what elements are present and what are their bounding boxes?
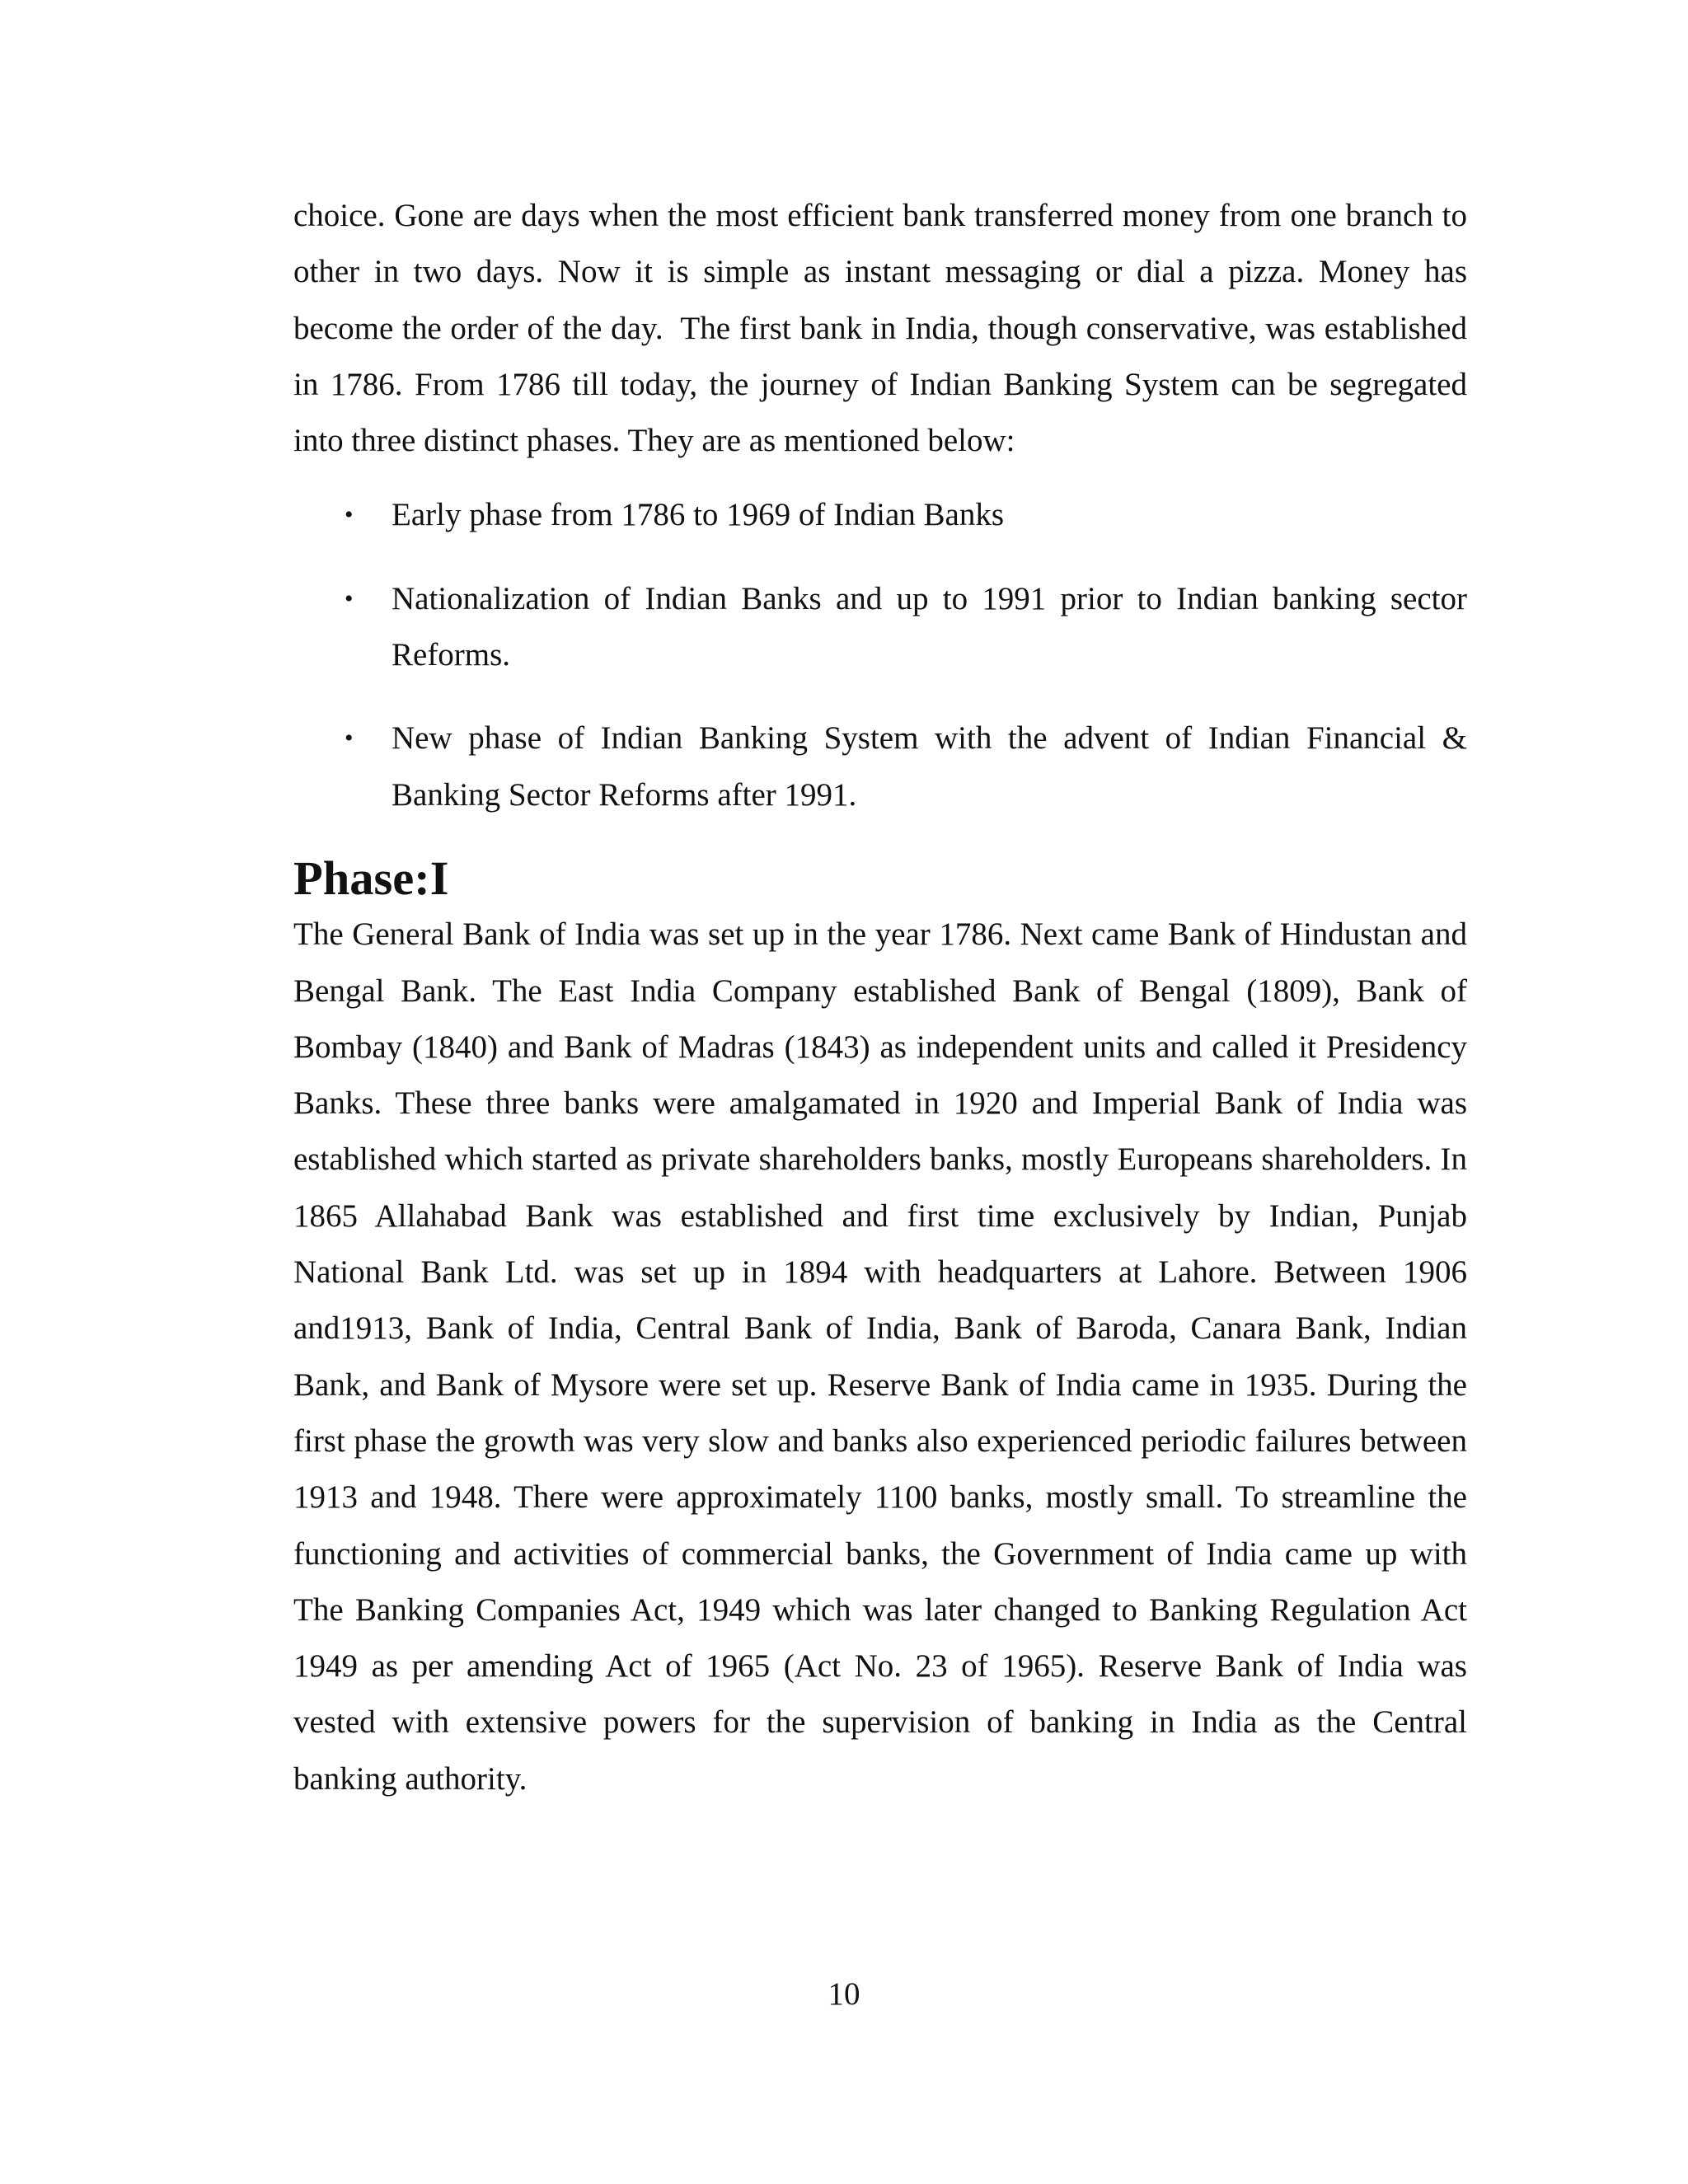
phase-paragraph: The General Bank of India was set up in the year 1786. Next came Bank of Hindustan and Bengal Bank. The East India Company established Bank of Bengal (1809), Bank of Bombay (1840) and Bank of Madras (1843) as independent units and called it Presidency Banks. These three banks were amalgamated in 1920 and Imperial Bank of India was established which started as private shareholders banks, mostly Europeans shareholders. In 1865 Allahabad Bank was established and first time exclusively by Indian, Punjab National Bank Ltd. was set up in 1894 with headquarters at Lahore. Between 1906 and1913, Bank of India, Central Bank of India, Bank of Baroda, Canara Bank, Indian Bank, and Bank of Mysore were set up. Reserve Bank of India came in 1935. During the first phase the growth was very slow and banks also experienced periodic failures between 1913 and 1948. There were approximately 1100 banks, mostly small. To streamline the functioning and activities of commercial banks, the Government of India came up with The Banking Companies Act, 1949 which was later changed to Banking Regulation Act 1949 as per amending Act of 1965 (Act No. 23 of 1965). Reserve Bank of India was vested with extensive powers for the supervision of banking in India as the Central banking authority.: [293, 916, 1467, 1797]
list-item-text: Early phase from 1786 to 1969 of Indian Banks: [392, 497, 1005, 533]
page-number: 10: [828, 1976, 860, 2012]
section-heading: Phase:I: [293, 851, 449, 905]
list-item: [293, 571, 1467, 684]
list-item-text: Nationalization of Indian Banks and up to 1991 prior to Indian banking sector Reforms.: [392, 580, 1467, 673]
list-item: [293, 710, 1467, 823]
bullet-icon: •: [345, 584, 354, 612]
list-item-text: New phase of Indian Banking System with the advent of Indian Financial & Banking Sector Reforms after 1991.: [392, 720, 1467, 813]
phase-list: [293, 487, 1467, 823]
bullet-icon: •: [345, 501, 354, 529]
list-item: [293, 487, 1467, 543]
intro-paragraph: choice. Gone are days when the most efficient bank transferred money from one branch to other in two days. Now it is simple as instant messaging or dial a pizza. Money has become the order of the day. The first bank in India, though conservative, was established in 1786. From 1786 till today, the journey of Indian Banking System can be segregated into three distinct phases. They are as mentioned below:: [293, 198, 1475, 459]
document-page: [293, 188, 1475, 1807]
bullet-icon: •: [345, 724, 354, 752]
